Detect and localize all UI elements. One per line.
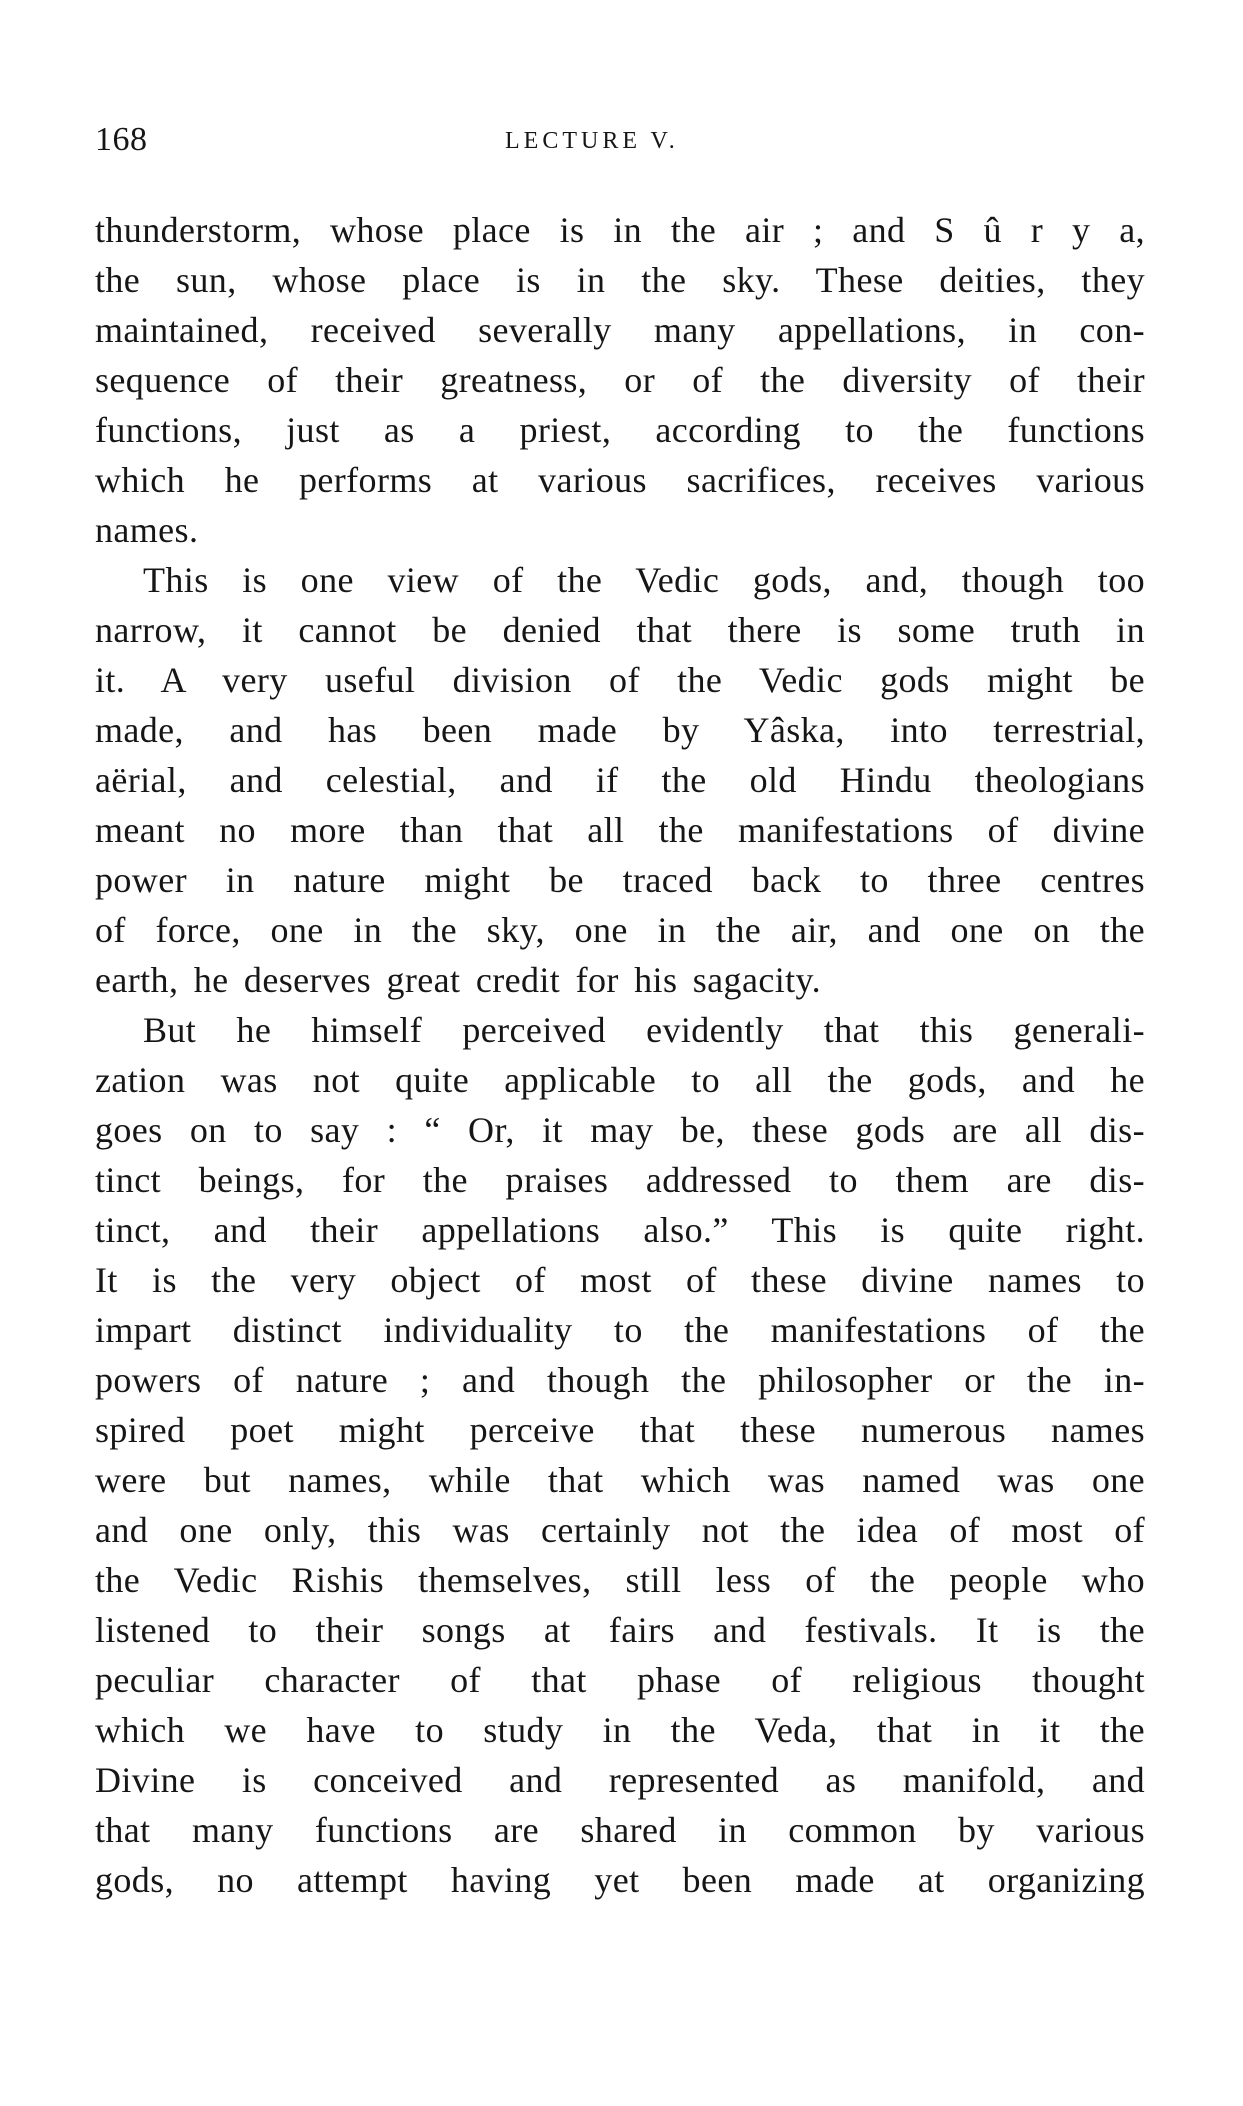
text-line: the sun, whose place is in the sky. These deities, they	[95, 260, 1145, 300]
text-line: gods, no attempt having yet been made at organizing	[95, 1860, 1145, 1900]
body-text	[95, 205, 1145, 1905]
text-line: tinct beings, for the praises addressed to them are dis-	[95, 1160, 1145, 1200]
text-line: were but names, while that which was named was one	[95, 1460, 1145, 1500]
text-line: impart distinct individuality to the manifestations of the	[95, 1310, 1145, 1350]
running-head: LECTURE V.	[505, 128, 679, 154]
page-number: 168	[95, 121, 148, 158]
text-line: narrow, it cannot be denied that there is some truth in	[95, 610, 1145, 650]
text-line: sequence of their greatness, or of the diversity of their	[95, 360, 1145, 400]
text-line: and one only, this was certainly not the idea of most of	[95, 1510, 1145, 1550]
text-line: spired poet might perceive that these numerous names	[95, 1410, 1145, 1450]
text-line: that many functions are shared in common by various	[95, 1810, 1145, 1850]
text-line: tinct, and their appellations also.” This is quite right.	[95, 1210, 1145, 1250]
text-line: maintained, received severally many appellations, in con-	[95, 310, 1145, 350]
text-line: power in nature might be traced back to three centres	[95, 860, 1145, 900]
text-line: peculiar character of that phase of religious thought	[95, 1660, 1145, 1700]
text-line: aërial, and celestial, and if the old Hindu theologians	[95, 760, 1145, 800]
text-line: which we have to study in the Veda, that in it the	[95, 1710, 1145, 1750]
text-line: thunderstorm, whose place is in the air ; and S û r y a,	[95, 210, 1145, 250]
text-line: it. A very useful division of the Vedic gods might be	[95, 660, 1145, 700]
text-line: meant no more than that all the manifestations of divine	[95, 810, 1145, 850]
text-line: listened to their songs at fairs and festivals. It is the	[95, 1610, 1145, 1650]
text-line: goes on to say : “ Or, it may be, these gods are all dis-	[95, 1110, 1145, 1150]
paragraph-first-line: This is one view of the Vedic gods, and, though too	[143, 560, 1145, 600]
text-line: earth, he deserves great credit for his sagacity.	[95, 960, 821, 1000]
text-line: powers of nature ; and though the philosopher or the in-	[95, 1360, 1145, 1400]
page-header	[95, 120, 1145, 170]
text-line: names.	[95, 510, 199, 550]
paragraph-first-line: But he himself perceived evidently that this generali-	[143, 1010, 1145, 1050]
text-line: which he performs at various sacrifices, receives various	[95, 460, 1145, 500]
text-line: zation was not quite applicable to all the gods, and he	[95, 1060, 1145, 1100]
text-line: Divine is conceived and represented as manifold, and	[95, 1760, 1145, 1800]
text-line: made, and has been made by Yâska, into terrestrial,	[95, 710, 1145, 750]
text-line: functions, just as a priest, according to the functions	[95, 410, 1145, 450]
text-line: the Vedic Rishis themselves, still less of the people who	[95, 1560, 1145, 1600]
text-line: of force, one in the sky, one in the air, and one on the	[95, 910, 1145, 950]
text-line: It is the very object of most of these divine names to	[95, 1260, 1145, 1300]
